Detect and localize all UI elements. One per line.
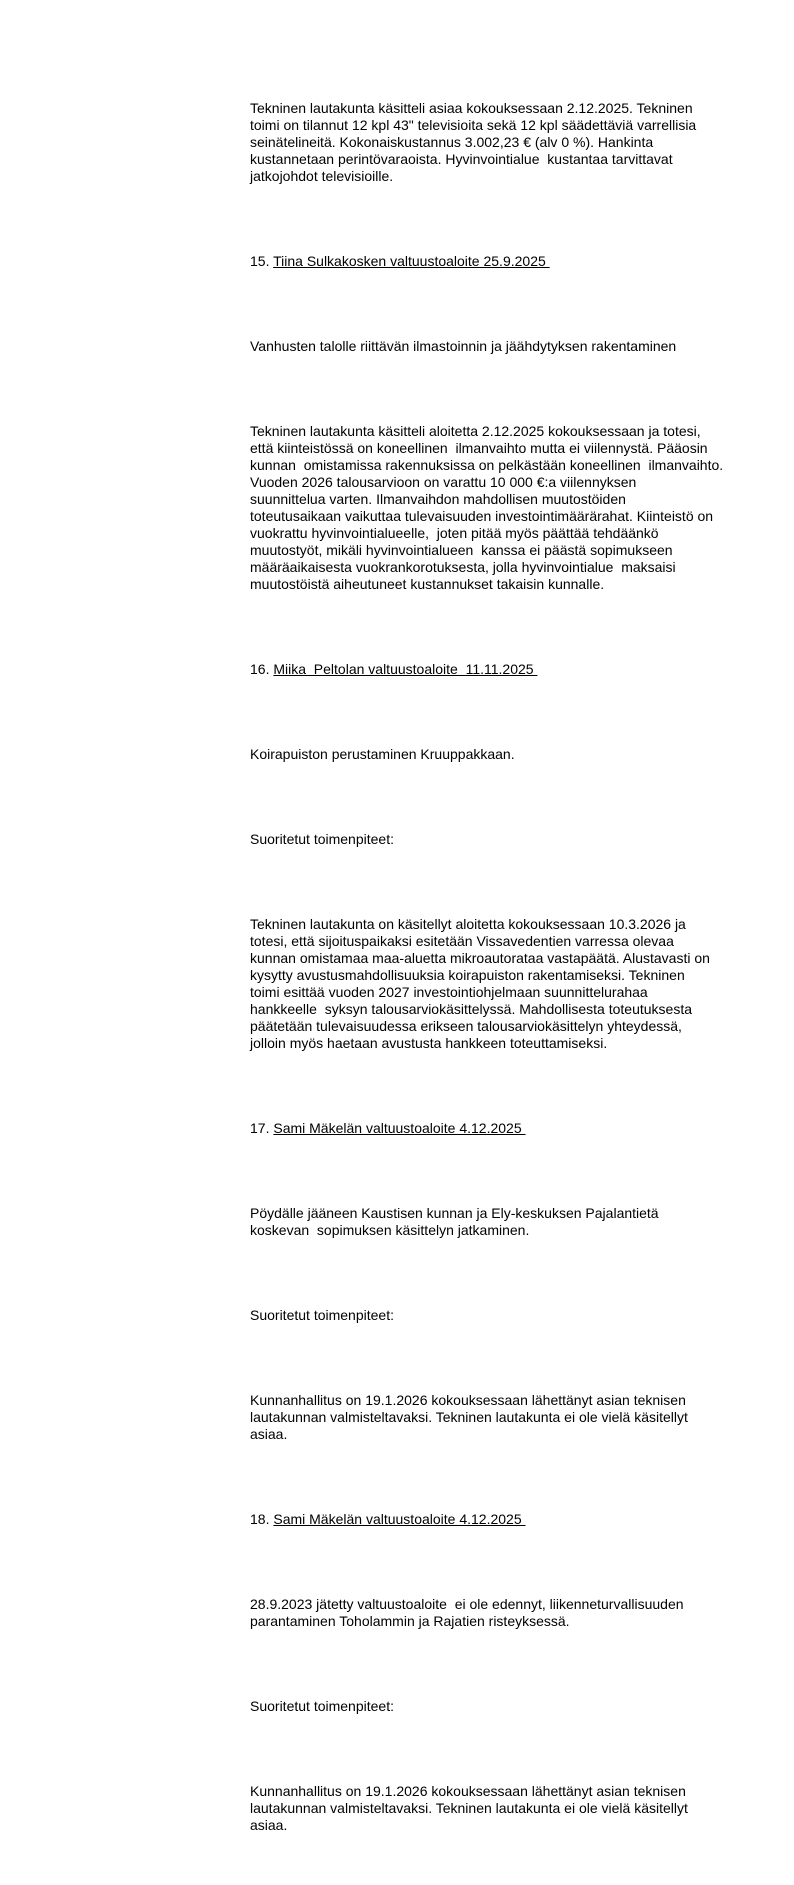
heading-number: 17.	[250, 1120, 274, 1136]
initiative-heading-16	[250, 661, 770, 678]
section-label: Suoritetut toimenpiteet:	[250, 1698, 394, 1714]
heading-number: 18.	[250, 1511, 274, 1527]
paragraph: Kunnanhallitus on 19.1.2026 kokouksessaan lähettänyt asian teknisen lautakunnan valmisteltavaksi. Tekninen lautakunta ei ole vielä käsitellyt asiaa.	[250, 1783, 688, 1833]
paragraph: Tekninen lautakunta on käsitellyt aloitetta kokouksessaan 10.3.2026 ja totesi, että sijoituspaikaksi esitetään Vissavedentien varressa olevaa kunnan omistamaa maa-aluetta mikroautorataa vastapäätä. Alustavasti on kysytty avustusmahdollisuuksia koirapuiston rakentamiseksi. Tekninen toimi esittää vuoden 2027 investointiohjelmaan suunnittelurahaa hankkeelle syksyn talousarviokäsittelyssä. Mahdollisesta toteutuksesta päätetään tulevaisuudessa erikseen talousarviokäsittelyn yhteydessä, jolloin myös haetaan avustusta hankkeen toteuttamiseksi.	[250, 916, 710, 1051]
paragraph: Tekninen lautakunta käsitteli asiaa kokouksessaan 2.12.2025. Tekninen toimi on tilannut 12 kpl 43" televisioita sekä 12 kpl säädettäviä varrellisia seinätelineitä. Kokonaiskustannus 3.002,23 € (alv 0 %). Hankinta kustannetaan perintövaraoista. Hyvinvointialue kustantaa tarvittavat jatkojohdot televisioille.	[250, 100, 697, 184]
heading-title: Miika Peltolan valtuustoaloite 11.11.2025	[273, 661, 538, 677]
section-label: Suoritetut toimenpiteet:	[250, 1307, 394, 1323]
heading-number: 15.	[250, 253, 274, 269]
paragraph: Koirapuiston perustaminen Kruuppakkaan.	[250, 746, 515, 762]
heading-title: Sami Mäkelän valtuustoaloite 4.12.2025	[273, 1120, 526, 1136]
paragraph: Pöydälle jääneen Kaustisen kunnan ja Ely-keskuksen Pajalantietä koskevan sopimuksen käsittelyn jatkaminen.	[250, 1205, 659, 1238]
initiative-heading-17	[250, 1120, 770, 1137]
paragraph: 28.9.2023 jätetty valtuustoaloite ei ole edennyt, liikenneturvallisuuden parantaminen Toholammin ja Rajatien risteyksessä.	[250, 1596, 684, 1629]
document-text-column	[250, 49, 770, 1885]
heading-title: Tiina Sulkakosken valtuustoaloite 25.9.2025	[273, 253, 550, 269]
initiative-heading-15	[250, 253, 770, 270]
initiative-heading-18	[250, 1511, 770, 1528]
paragraph: Tekninen lautakunta käsitteli aloitetta 2.12.2025 kokouksessaan ja totesi, että kiinteistössä on koneellinen ilmanvaihto mutta ei viilennystä. Pääosin kunnan omistamissa rakennuksissa on pelkästään koneellinen ilmanvaihto. Vuoden 2026 talousarvioon on varattu 10 000 €:a viilennyksen suunnittelua varten. Ilmanvaihdon mahdollisen muutostöiden toteutusaikaan vaikuttaa tulevaisuuden investointimäärärahat. Kiinteistö on vuokrattu hyvinvointialueelle, joten pitää myös päättää tehdäänkö muutostyöt, mikäli hyvinvointialueen kanssa ei päästä sopimukseen määräaikaisesta vuokrankorotuksesta, jolla hyvinvointialue maksaisi muutostöistä aiheutuneet kustannukset takaisin kunnalle.	[250, 423, 724, 592]
paragraph: Kunnanhallitus on 19.1.2026 kokouksessaan lähettänyt asian teknisen lautakunnan valmisteltavaksi. Tekninen lautakunta ei ole vielä käsitellyt asiaa.	[250, 1392, 688, 1442]
heading-number: 16.	[250, 661, 274, 677]
section-label: Suoritetut toimenpiteet:	[250, 831, 394, 847]
heading-title: Sami Mäkelän valtuustoaloite 4.12.2025	[273, 1511, 526, 1527]
paragraph: Vanhusten talolle riittävän ilmastoinnin ja jäähdytyksen rakentaminen	[250, 338, 677, 354]
